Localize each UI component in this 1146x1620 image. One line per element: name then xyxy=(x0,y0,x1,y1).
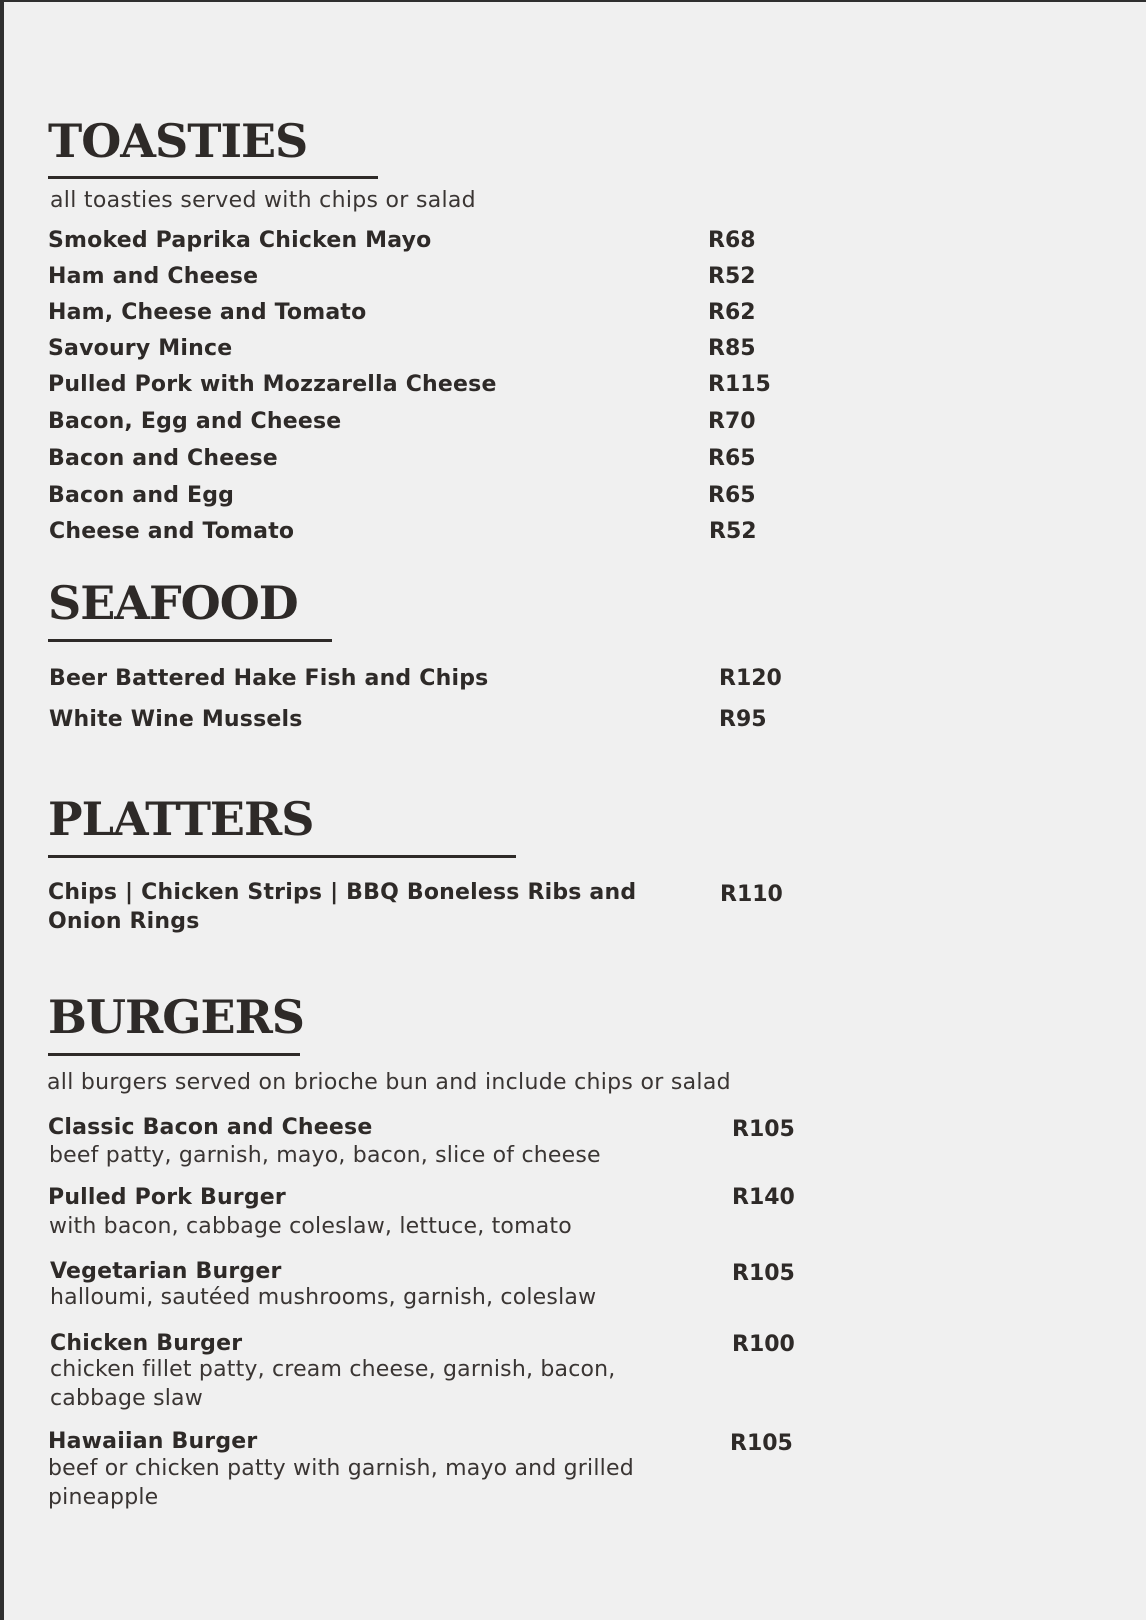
menu-item-name: Savoury Mince xyxy=(48,336,233,361)
menu-item-name: Classic Bacon and Cheese xyxy=(48,1115,373,1140)
section-rule xyxy=(48,639,332,642)
menu-item-name: Bacon and Egg xyxy=(48,483,235,508)
menu-page xyxy=(4,2,1146,1620)
menu-item-price: R85 xyxy=(708,336,756,361)
menu-item-price: R68 xyxy=(708,228,756,253)
menu-item-name: Chicken Burger xyxy=(50,1331,243,1356)
section-title-burgers: BURGERS xyxy=(48,990,305,1044)
menu-item-name: Ham and Cheese xyxy=(48,264,259,289)
menu-item-name: Vegetarian Burger xyxy=(50,1259,282,1284)
section-title-seafood: SEAFOOD xyxy=(48,576,298,630)
menu-item-description: chicken fillet patty, cream cheese, garnish, bacon, cabbage slaw xyxy=(50,1357,616,1411)
menu-item-name: Bacon, Egg and Cheese xyxy=(48,409,342,434)
menu-item-price: R65 xyxy=(708,483,756,508)
section-rule xyxy=(48,855,516,858)
menu-item-price: R105 xyxy=(732,1261,795,1286)
menu-item-name: Hawaiian Burger xyxy=(48,1429,258,1454)
menu-item-price: R110 xyxy=(720,882,783,907)
menu-item-name: Smoked Paprika Chicken Mayo xyxy=(48,228,432,253)
menu-item-name: Pulled Pork Burger xyxy=(48,1185,286,1210)
menu-item-price: R105 xyxy=(730,1431,793,1456)
menu-item-name: Cheese and Tomato xyxy=(49,519,295,544)
section-title-toasties: TOASTIES xyxy=(48,114,308,168)
menu-item-price: R95 xyxy=(719,707,767,732)
section-note-toasties: all toasties served with chips or salad xyxy=(50,188,476,213)
menu-item-price: R70 xyxy=(708,409,756,434)
menu-item-price: R62 xyxy=(708,300,756,325)
menu-item-price: R100 xyxy=(732,1332,795,1357)
menu-item-price: R65 xyxy=(708,446,756,471)
section-rule xyxy=(48,176,378,179)
section-rule xyxy=(48,1053,300,1056)
section-note-burgers: all burgers served on brioche bun and include chips or salad xyxy=(47,1070,731,1095)
menu-item-description: beef or chicken patty with garnish, mayo and grilled pineapple xyxy=(48,1456,634,1510)
menu-item-name: Bacon and Cheese xyxy=(48,446,278,471)
menu-item-price: R120 xyxy=(719,666,782,691)
menu-item-description: beef patty, garnish, mayo, bacon, slice of cheese xyxy=(49,1143,601,1168)
menu-item-name: Pulled Pork with Mozzarella Cheese xyxy=(48,372,497,397)
menu-item-name: Beer Battered Hake Fish and Chips xyxy=(49,666,489,691)
menu-item-price: R140 xyxy=(732,1185,795,1210)
menu-item-price: R105 xyxy=(732,1117,795,1142)
menu-item-name: Chips | Chicken Strips | BBQ Boneless Ribs and Onion Rings xyxy=(48,880,637,934)
menu-item-price: R52 xyxy=(709,519,757,544)
menu-item-description: halloumi, sautéed mushrooms, garnish, coleslaw xyxy=(50,1285,597,1310)
menu-item-price: R115 xyxy=(708,372,771,397)
menu-item-description: with bacon, cabbage coleslaw, lettuce, tomato xyxy=(49,1214,572,1239)
menu-item-name: White Wine Mussels xyxy=(49,707,303,732)
section-title-platters: PLATTERS xyxy=(48,792,314,846)
menu-item-price: R52 xyxy=(708,264,756,289)
menu-item-name: Ham, Cheese and Tomato xyxy=(48,300,367,325)
